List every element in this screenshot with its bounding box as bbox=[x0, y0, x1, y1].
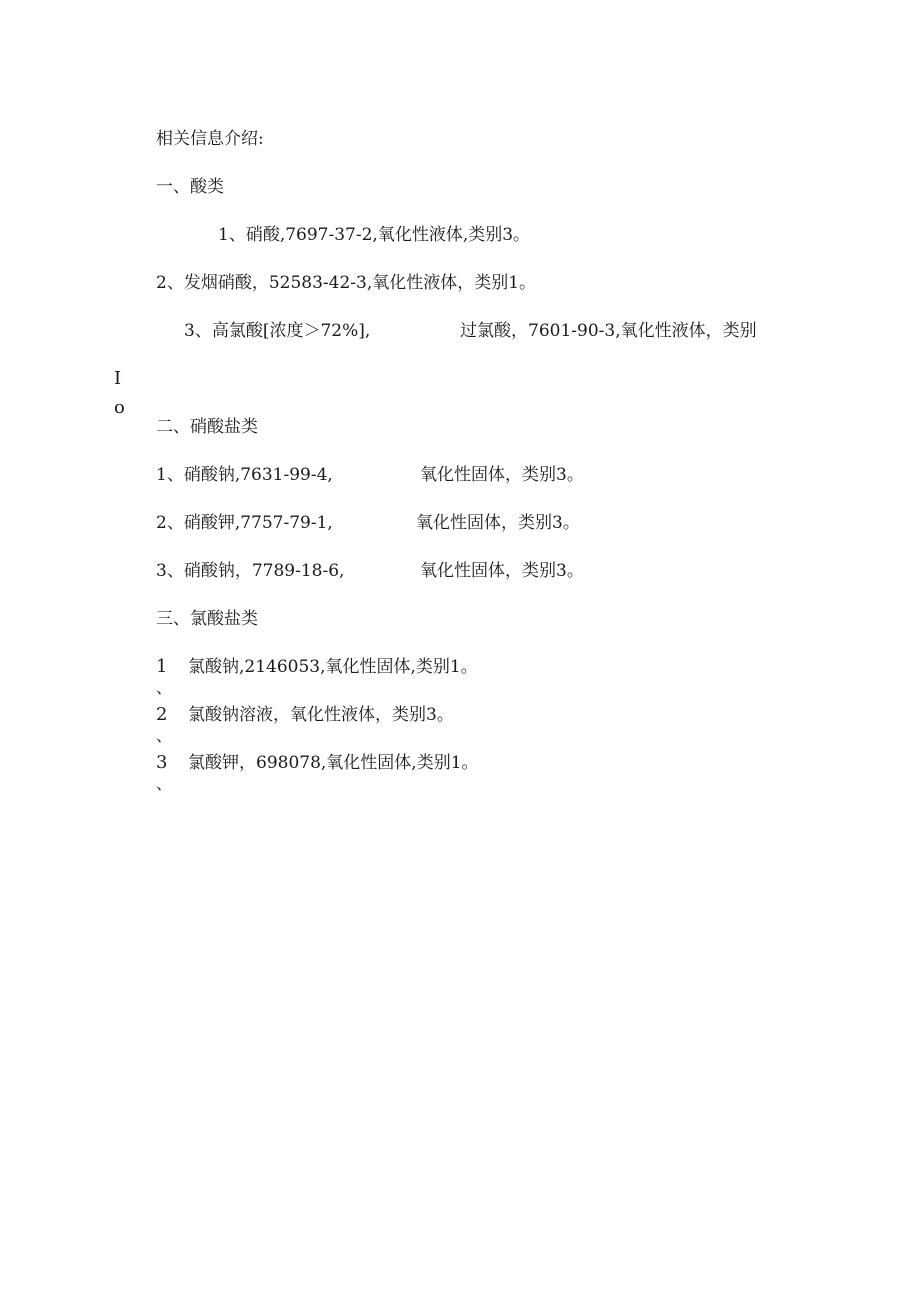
nitrate-item-1 bbox=[156, 464, 636, 486]
chlorate-item-3-number: 3 bbox=[156, 752, 168, 773]
nitrate-item-2 bbox=[156, 512, 636, 534]
chlorate-item-1-mark: 、 bbox=[156, 678, 173, 697]
margin-glyph-i: I bbox=[114, 368, 122, 389]
nitrate-item-3-class: 氧化性固体，类别3。 bbox=[420, 561, 584, 581]
intro-heading: 相关信息介绍: bbox=[156, 129, 264, 149]
nitrate-item-2-class: 氧化性固体，类别3。 bbox=[416, 513, 580, 533]
nitrate-item-2-name: 2、硝酸钾,7757-79-1, bbox=[156, 513, 333, 533]
chlorate-item-1-text: 氯酸钠,2146053,氧化性固体,类别1。 bbox=[188, 657, 478, 677]
acid-item-3-details: 过氯酸，7601-90-3,氧化性液体，类别 bbox=[460, 321, 757, 341]
chlorate-item-2-mark: 、 bbox=[156, 726, 173, 745]
acid-item-3 bbox=[184, 320, 824, 342]
acid-item-2: 2、发烟硝酸，52583-42-3,氧化性液体，类别1。 bbox=[156, 273, 537, 293]
chlorate-item-3-mark: 、 bbox=[156, 774, 173, 793]
chlorate-item-1-number: 1 bbox=[156, 656, 168, 677]
nitrate-item-1-class: 氧化性固体，类别3。 bbox=[420, 465, 584, 485]
section-heading-acids: 一、酸类 bbox=[156, 177, 224, 197]
acid-item-3-name: 3、高氯酸[浓度＞72%], bbox=[184, 321, 371, 341]
chlorate-item-3-text: 氯酸钾，698078,氧化性固体,类别1。 bbox=[188, 753, 479, 773]
section-heading-chlorates: 三、氯酸盐类 bbox=[156, 609, 258, 629]
acid-item-1: 1、硝酸,7697-37-2,氧化性液体,类别3。 bbox=[218, 225, 531, 245]
nitrate-item-3 bbox=[156, 560, 636, 582]
nitrate-item-3-name: 3、硝酸钠，7789-18-6, bbox=[156, 561, 345, 581]
section-heading-nitrates: 二、硝酸盐类 bbox=[156, 417, 258, 437]
margin-glyph-o: o bbox=[114, 397, 125, 418]
nitrate-item-1-name: 1、硝酸钠,7631-99-4, bbox=[156, 465, 333, 485]
chlorate-item-2-number: 2 bbox=[156, 704, 168, 725]
chlorate-item-2-text: 氯酸钠溶液，氧化性液体，类别3。 bbox=[188, 705, 454, 725]
